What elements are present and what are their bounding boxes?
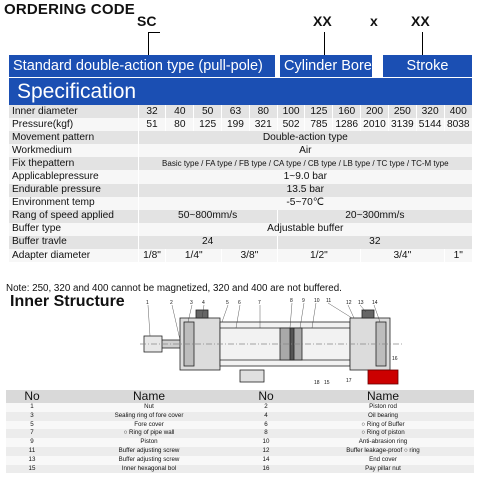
table-row [6, 403, 474, 412]
cylinder-cross-section-drawing [140, 298, 420, 388]
spec-row [9, 144, 472, 157]
part-name: Buffer adjusting screw [58, 447, 240, 456]
part-no: 11 [6, 447, 58, 456]
specification-heading: Specification [9, 78, 472, 105]
part-no: 10 [240, 438, 292, 447]
header-no-2: No [240, 390, 292, 403]
spec-value: Basic type / FA type / FB type / CA type / CB type / LB type / TC type / TC-M type [138, 157, 472, 170]
part-name: Pay pillar nut [292, 465, 474, 474]
svg-text:1: 1 [146, 300, 149, 306]
spec-row [9, 249, 472, 262]
type-label-box: Standard double-action type (pull-pole) [9, 55, 275, 77]
spec-value: 125 [305, 105, 333, 118]
spec-value: 785 [305, 118, 333, 131]
part-name: Sealing ring of fore cover [58, 412, 240, 421]
part-no: 2 [240, 403, 292, 412]
part-name: End cover [292, 456, 474, 465]
part-name: ○ Ring of pipe wall [58, 429, 240, 438]
part-name: Piston [58, 438, 240, 447]
spec-label: Buffer travle [9, 236, 138, 249]
svg-text:11: 11 [326, 298, 332, 304]
spec-value: 502 [277, 118, 305, 131]
svg-text:15: 15 [324, 380, 330, 386]
spec-row [9, 223, 472, 236]
spec-label: Inner diameter [9, 105, 138, 118]
spec-value: 80 [166, 118, 194, 131]
svg-text:16: 16 [392, 356, 398, 362]
part-no: 1 [6, 403, 58, 412]
spec-value: 125 [194, 118, 222, 131]
ordering-code-title: ORDERING CODE [4, 1, 135, 18]
spec-label: Adapter diameter [9, 249, 138, 262]
spec-value: 400 [444, 105, 472, 118]
separator: x [370, 13, 378, 29]
spec-row [9, 210, 472, 223]
header-name: Name [58, 390, 240, 403]
part-no: 16 [240, 465, 292, 474]
spec-value: 200 [361, 105, 389, 118]
spec-value: 100 [277, 105, 305, 118]
spec-value: 20~300mm/s [277, 210, 472, 223]
spec-value: 3139 [388, 118, 416, 131]
table-row [6, 421, 474, 430]
svg-text:18: 18 [314, 380, 320, 386]
part-no: 12 [240, 447, 292, 456]
spec-value: 2010 [361, 118, 389, 131]
svg-text:13: 13 [358, 300, 364, 306]
spec-value: 250 [388, 105, 416, 118]
spec-value: 32 [138, 105, 166, 118]
table-row [6, 438, 474, 447]
parts-table [6, 390, 474, 473]
spec-value: 3/8" [222, 249, 278, 262]
spec-label: Endurable pressure [9, 184, 138, 197]
spec-value: 320 [416, 105, 444, 118]
spec-value: 32 [277, 236, 472, 249]
table-row [6, 412, 474, 421]
part-name: Oil bearing [292, 412, 474, 421]
svg-text:17: 17 [346, 378, 352, 384]
table-row [6, 465, 474, 474]
inner-structure-title: Inner Structure [10, 293, 125, 310]
spec-value: 1/2" [277, 249, 360, 262]
spec-value: 5144 [416, 118, 444, 131]
spec-label: Applicablepressure [9, 170, 138, 183]
svg-text:6: 6 [238, 300, 241, 306]
part-no: 15 [6, 465, 58, 474]
svg-text:12: 12 [346, 300, 352, 306]
note: Note: 250, 320 and 400 cannot be magnetized, 320 and 400 are not buffered. [6, 283, 342, 294]
spec-row [9, 170, 472, 183]
svg-text:8: 8 [290, 298, 293, 304]
part-no: 5 [6, 421, 58, 430]
spec-row [9, 105, 472, 118]
svg-text:14: 14 [372, 300, 378, 306]
table-row [6, 456, 474, 465]
part-name: Piston rod [292, 403, 474, 412]
bore-code: XX [313, 13, 332, 29]
svg-text:5: 5 [226, 300, 229, 306]
bore-connector [324, 32, 325, 55]
spec-row [9, 157, 472, 170]
spec-value: 1/4" [166, 249, 222, 262]
spec-value: 50 [194, 105, 222, 118]
part-name: ○ Ring of piston [292, 429, 474, 438]
spec-value: 8038 [444, 118, 472, 131]
spec-value: 3/4" [361, 249, 444, 262]
spec-value: 51 [138, 118, 166, 131]
spec-value: 24 [138, 236, 277, 249]
spec-value: 80 [249, 105, 277, 118]
header-no: No [6, 390, 58, 403]
svg-text:10: 10 [314, 298, 320, 304]
part-name: Buffer leakage-proof ○ ring [292, 447, 474, 456]
spec-value: 13.5 bar [138, 184, 472, 197]
spec-value: Double-action type [138, 131, 472, 144]
part-no: 4 [240, 412, 292, 421]
spec-value: 50~800mm/s [138, 210, 277, 223]
spec-row [9, 118, 472, 131]
part-no: 14 [240, 456, 292, 465]
part-name: Nut [58, 403, 240, 412]
spec-value: 40 [166, 105, 194, 118]
part-name: Inner hexagonal bol [58, 465, 240, 474]
spec-value: -5~70℃ [138, 197, 472, 210]
spec-value: 1" [444, 249, 472, 262]
spec-value: 1/8" [138, 249, 166, 262]
part-no: 9 [6, 438, 58, 447]
spec-label: Rang of speed applied [9, 210, 138, 223]
part-no: 3 [6, 412, 58, 421]
svg-text:9: 9 [302, 298, 305, 304]
spec-label: Pressure(kgf) [9, 118, 138, 131]
spec-value: 1286 [333, 118, 361, 131]
table-row [6, 447, 474, 456]
prefix-code: SC [137, 13, 157, 29]
spec-value: 321 [249, 118, 277, 131]
table-row [6, 429, 474, 438]
part-no: 7 [6, 429, 58, 438]
header-name-2: Name [292, 390, 474, 403]
spec-row [9, 184, 472, 197]
spec-label: Fix thepattern [9, 157, 138, 170]
svg-text:7: 7 [258, 300, 261, 306]
part-no: 13 [6, 456, 58, 465]
spec-row [9, 131, 472, 144]
stroke-connector [422, 32, 423, 55]
spec-value: 1~9.0 bar [138, 170, 472, 183]
bore-label-box: Cylinder Bore [280, 55, 372, 77]
part-name: ○ Ring of Buffer [292, 421, 474, 430]
stroke-code: XX [411, 13, 430, 29]
part-name: Buffer adjusting screw [58, 456, 240, 465]
spec-label: Workmedium [9, 144, 138, 157]
spec-value: Air [138, 144, 472, 157]
svg-text:4: 4 [202, 300, 205, 306]
type-connector [148, 32, 160, 56]
part-no: 6 [240, 421, 292, 430]
spec-value: 199 [222, 118, 250, 131]
spec-label: Movement pattern [9, 131, 138, 144]
spec-label: Environment temp [9, 197, 138, 210]
part-name: Fore cover [58, 421, 240, 430]
spec-row [9, 236, 472, 249]
spec-value: 160 [333, 105, 361, 118]
spec-label: Buffer type [9, 223, 138, 236]
part-name: Anti-abrasion ring [292, 438, 474, 447]
specification-table [9, 105, 472, 262]
svg-text:3: 3 [190, 300, 193, 306]
stroke-label-box: Stroke [383, 55, 472, 77]
spec-row [9, 197, 472, 210]
spec-value: 63 [222, 105, 250, 118]
svg-text:2: 2 [170, 300, 173, 306]
pay-pillar-nut-shape [368, 370, 398, 384]
spec-value: Adjustable buffer [138, 223, 472, 236]
part-no: 8 [240, 429, 292, 438]
